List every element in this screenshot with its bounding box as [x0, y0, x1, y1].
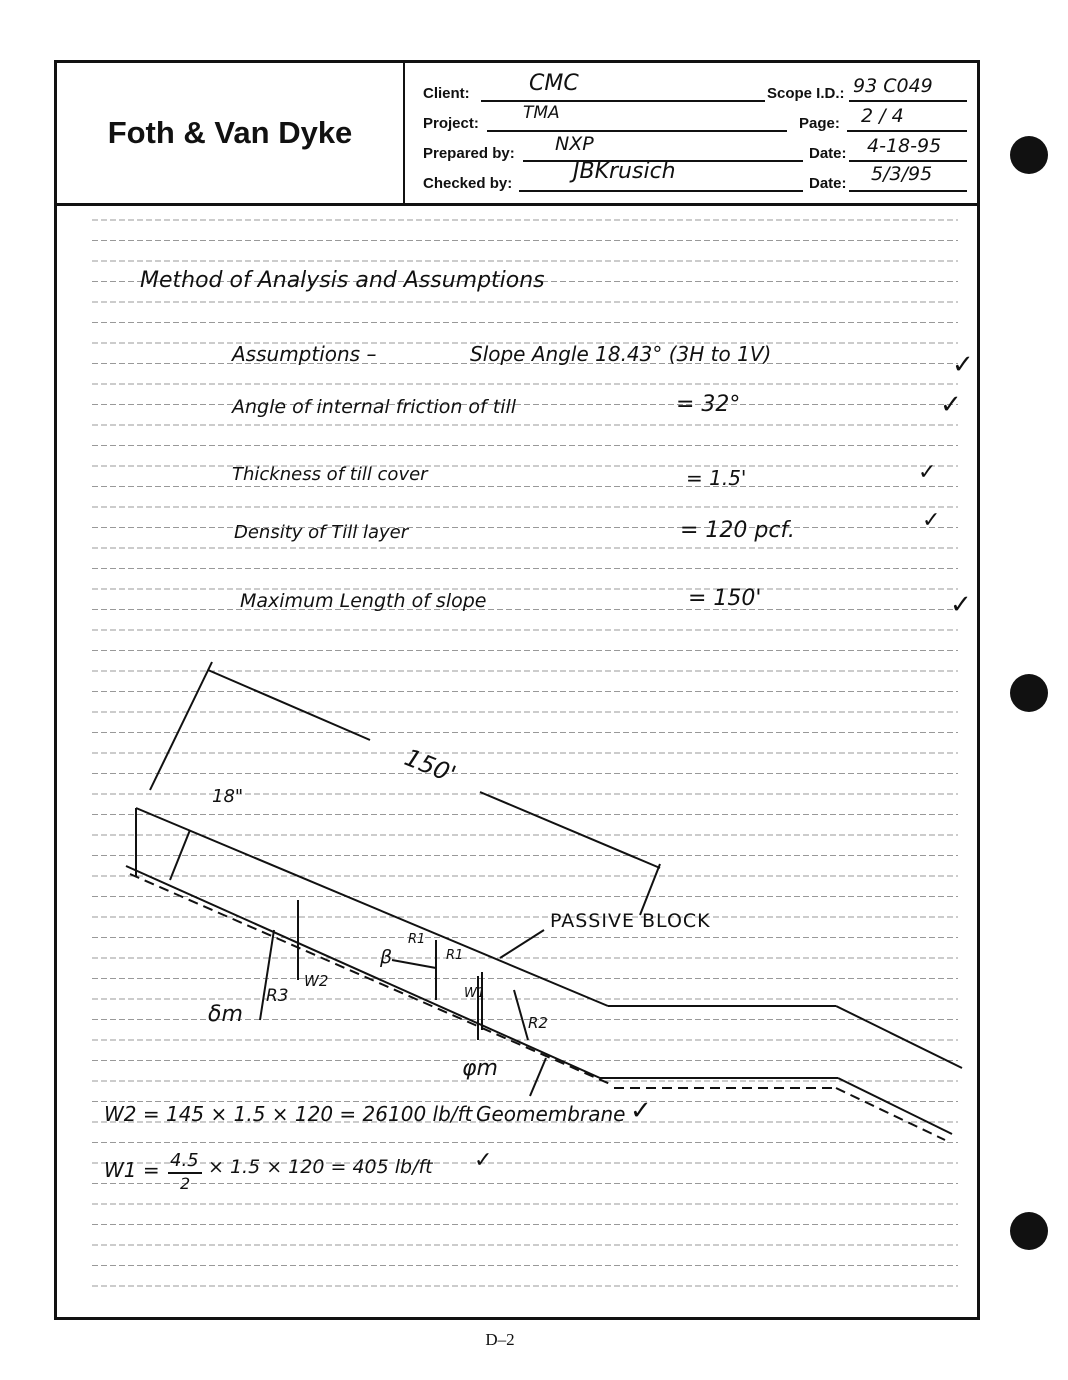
check-mark: ✓	[474, 1148, 493, 1173]
r1-label-a: R1	[408, 932, 426, 947]
prepared-date-label: Date:	[809, 145, 847, 162]
w1-calculation-rest: × 1.5 × 120 = 405 lb/ft	[208, 1156, 433, 1178]
r2-arrow	[514, 990, 528, 1040]
w1-fraction-numerator: 4.5	[170, 1150, 199, 1171]
client-label: Client:	[423, 85, 470, 102]
project-value: TMA	[523, 103, 560, 123]
scope-label: Scope I.D.:	[767, 85, 845, 102]
r3-label: R3	[266, 986, 289, 1006]
toe-slope-top	[836, 1006, 962, 1068]
assumptions-lead: Assumptions –	[232, 342, 377, 366]
checked-date-value: 5/3/95	[871, 163, 933, 185]
density-label: Density of Till layer	[234, 522, 409, 543]
check-mark: ✓	[950, 590, 972, 620]
w2-label: W2	[304, 972, 329, 990]
geomembrane-label: Geomembrane	[476, 1102, 626, 1126]
w1-fraction-denominator: 2	[180, 1174, 191, 1193]
thickness-value: = 1.5'	[686, 466, 747, 490]
prepared-value: NXP	[555, 133, 594, 155]
passive-block-label: PASSIVE BLOCK	[550, 910, 711, 932]
checked-signature: JBKrusich	[573, 159, 676, 184]
checked-label: Checked by:	[423, 175, 513, 192]
length-label: Maximum Length of slope	[240, 590, 487, 612]
slope-diagram	[126, 662, 962, 1140]
check-mark: ✓	[952, 350, 974, 380]
prepared-label: Prepared by:	[423, 145, 515, 162]
toe-geomembrane-slope	[836, 1088, 945, 1140]
w1-label: W1	[464, 986, 486, 1001]
length-dimension-left-extension	[150, 662, 212, 790]
r2-label: R2	[528, 1014, 548, 1032]
diagram-length-label: 150'	[400, 743, 460, 789]
page-value: 2 / 4	[861, 105, 904, 127]
density-value: = 120 pcf.	[680, 518, 795, 543]
slope-angle-note: Slope Angle 18.43° (3H to 1V)	[470, 342, 772, 366]
friction-value: = 32°	[676, 392, 741, 417]
check-mark: ✓	[630, 1096, 652, 1126]
diagram-thickness-label: 18"	[212, 786, 244, 807]
prepared-date-value: 4-18-95	[867, 135, 942, 157]
page-footer: D–2	[485, 1330, 515, 1349]
r3-arrow	[260, 930, 274, 1020]
beta-label: β	[380, 946, 393, 968]
scope-value: 93 C049	[853, 75, 933, 97]
project-label: Project:	[423, 115, 479, 132]
phi-m-label: φm	[462, 1056, 498, 1081]
length-dimension-right-extension	[640, 864, 660, 915]
delta-m-label: δm	[208, 1002, 243, 1027]
w1-lhs: W1 =	[104, 1158, 160, 1182]
toe-slope-bottom	[838, 1078, 952, 1134]
friction-label: Angle of internal friction of till	[232, 396, 517, 418]
client-value: CMC	[529, 71, 579, 96]
company-name: Foth & Van Dyke	[107, 115, 353, 150]
page-label: Page:	[799, 115, 840, 132]
notes-title: Method of Analysis and Assumptions	[140, 268, 545, 293]
r1-label-b: R1	[446, 948, 464, 963]
check-mark: ✓	[922, 508, 941, 533]
beta-arrow	[392, 960, 436, 968]
checked-date-label: Date:	[809, 175, 847, 192]
passive-block-leader	[500, 930, 544, 958]
check-mark: ✓	[940, 390, 962, 420]
length-dimension-line-b	[480, 792, 660, 868]
check-mark: ✓	[918, 460, 937, 485]
thickness-label: Thickness of till cover	[232, 464, 428, 485]
w2-calculation: W2 = 145 × 1.5 × 120 = 26100 lb/ft	[104, 1102, 473, 1126]
ruled-lines	[92, 220, 958, 1286]
length-dimension-line-a	[208, 670, 370, 740]
length-value: = 150'	[688, 586, 762, 611]
phi-leader	[530, 1058, 546, 1096]
